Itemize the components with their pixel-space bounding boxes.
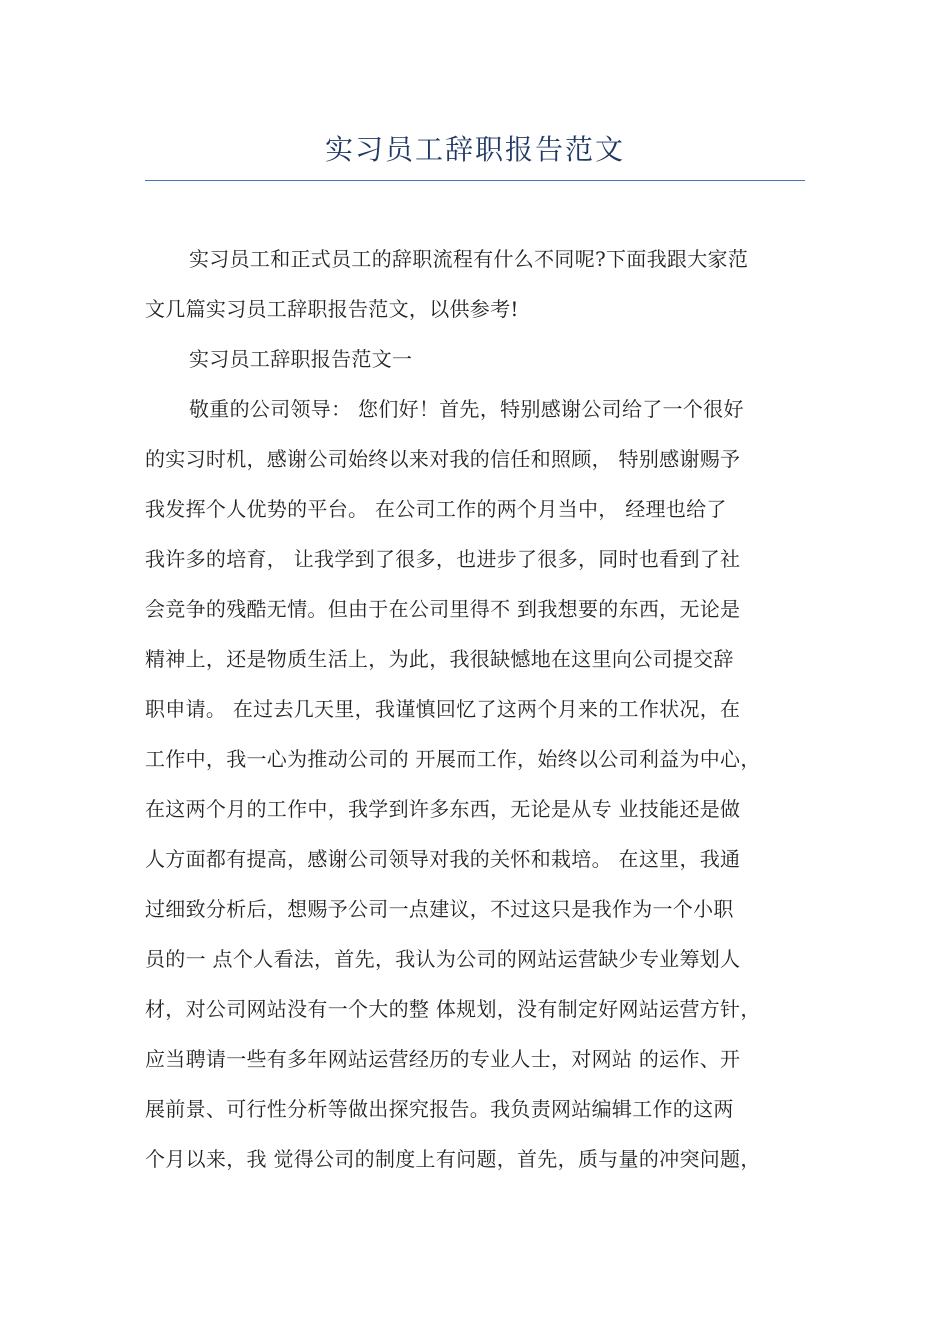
body-line: 工作中，我一心为推动公司的 开展而工作，始终以公司利益为中心， (145, 747, 761, 771)
body-line: 精神上，还是物质生活上，为此，我很缺憾地在这里向公司提交辞 (145, 647, 734, 671)
body-line: 实习员工辞职报告范文一 (189, 347, 413, 371)
body-line: 的实习时机，感谢公司始终以来对我的信任和照顾， 特别感谢赐予 (145, 447, 741, 471)
body-line: 人方面都有提高，感谢公司领导对我的关怀和栽培。 在这里，我通 (145, 847, 741, 871)
body-line: 实习员工和正式员工的辞职流程有什么不同呢?下面我跟大家范 (189, 247, 749, 271)
body-line: 会竞争的残酷无情。但由于在公司里得不 到我想要的东西，无论是 (145, 597, 741, 621)
document-body (145, 234, 805, 1184)
title-underline (145, 180, 805, 181)
body-line: 职申请。 在过去几天里，我谨慎回忆了这两个月来的工作状况，在 (145, 697, 741, 721)
body-line: 展前景、可行性分析等做出探究报告。我负责网站编辑工作的这两 (145, 1097, 734, 1121)
body-line: 材，对公司网站没有一个大的整 体规划，没有制定好网站运营方针， (145, 997, 761, 1021)
body-line: 我发挥个人优势的平台。 在公司工作的两个月当中， 经理也给了 (145, 497, 727, 521)
document-title: 实习员工辞职报告范文 (324, 133, 625, 166)
body-line: 在这两个月的工作中，我学到许多东西，无论是从专 业技能还是做 (145, 797, 741, 821)
body-line: 敬重的公司领导： 您们好！首先，特别感谢公司给了一个很好 (189, 397, 744, 421)
body-line: 个月以来，我 觉得公司的制度上有问题，首先，质与量的冲突问题， (145, 1147, 761, 1171)
body-line: 员的一 点个人看法，首先，我认为公司的网站运营缺少专业筹划人 (145, 947, 741, 971)
body-line: 我许多的培育， 让我学到了很多，也进步了很多，同时也看到了社 (145, 547, 741, 571)
body-line: 应当聘请一些有多年网站运营经历的专业人士，对网站 的运作、开 (145, 1047, 741, 1071)
body-line: 文几篇实习员工辞职报告范文，以供参考! (145, 297, 519, 321)
body-line: 过细致分析后，想赐予公司一点建议，不过这只是我作为一个小职 (145, 897, 734, 921)
